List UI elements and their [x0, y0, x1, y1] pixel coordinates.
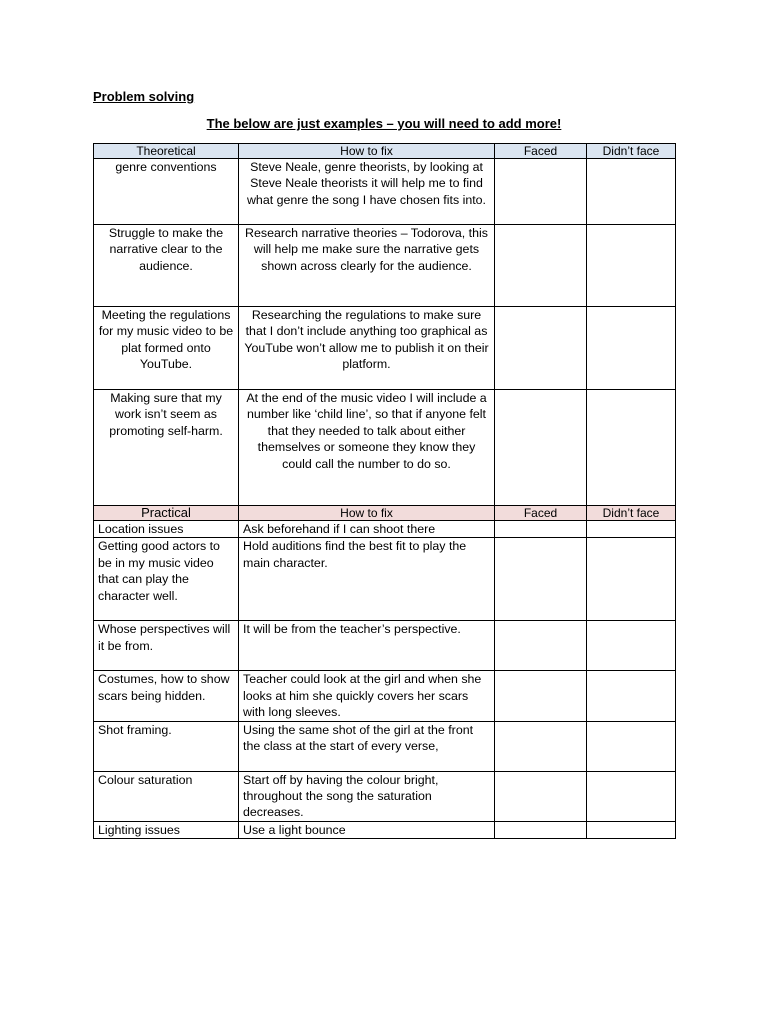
page-heading: Problem solving: [93, 89, 195, 104]
table-row: [94, 771, 676, 821]
faced-cell: [495, 771, 587, 821]
problem-cell: Making sure that my work isn’t seem as promoting self-harm.: [94, 390, 239, 506]
faced-cell: [495, 821, 587, 838]
problem-cell: Location issues: [94, 521, 239, 538]
problem-cell: genre conventions: [94, 159, 239, 225]
fix-cell: Start off by having the colour bright, throughout the song the saturation decreases.: [239, 771, 495, 821]
table-row: [94, 538, 676, 621]
table-row: [94, 225, 676, 307]
problem-cell: Meeting the regulations for my music video to be plat formed onto YouTube.: [94, 307, 239, 390]
fix-cell: Steve Neale, genre theorists, by looking at Steve Neale theorists it will help me to find what genre the song I have chosen fits into.: [239, 159, 495, 225]
problem-cell: Whose perspectives will it be from.: [94, 621, 239, 671]
fix-cell: Use a light bounce: [239, 821, 495, 838]
table-row: [94, 721, 676, 771]
fix-cell: Teacher could look at the girl and when she looks at him she quickly covers her scars with long sleeves.: [239, 671, 495, 721]
page-subheading: The below are just examples – you will need to add more!: [206, 116, 562, 131]
didnt-face-cell: [587, 538, 676, 621]
didnt-face-header-cell: Didn’t face: [587, 144, 676, 159]
faced-cell: [495, 521, 587, 538]
fix-cell: It will be from the teacher’s perspective.: [239, 621, 495, 671]
didnt-face-cell: [587, 721, 676, 771]
table-row: [94, 159, 676, 225]
table-row: [94, 621, 676, 671]
faced-cell: [495, 159, 587, 225]
theoretical-header-row: [94, 144, 676, 159]
practical-header-cell: Practical: [94, 506, 239, 521]
problem-cell: Getting good actors to be in my music video that can play the character well.: [94, 538, 239, 621]
didnt-face-cell: [587, 521, 676, 538]
faced-cell: [495, 307, 587, 390]
table-row: [94, 671, 676, 721]
faced-cell: [495, 721, 587, 771]
didnt-face-cell: [587, 159, 676, 225]
practical-header-row: [94, 506, 676, 521]
faced-header-cell: Faced: [495, 144, 587, 159]
fix-cell: At the end of the music video I will include a number like ‘child line’, so that if anyone felt that they needed to talk about either themselves or someone they know they could call the number to do so.: [239, 390, 495, 506]
problem-cell: Colour saturation: [94, 771, 239, 821]
didnt-face-cell: [587, 771, 676, 821]
problem-cell: Struggle to make the narrative clear to the audience.: [94, 225, 239, 307]
didnt-face-cell: [587, 821, 676, 838]
table-row: [94, 521, 676, 538]
faced-cell: [495, 538, 587, 621]
fix-cell: Ask beforehand if I can shoot there: [239, 521, 495, 538]
faced-cell: [495, 671, 587, 721]
faced-cell: [495, 621, 587, 671]
problem-cell: Costumes, how to show scars being hidden.: [94, 671, 239, 721]
table-row: [94, 821, 676, 838]
problem-solving-table: [93, 143, 676, 839]
table-row: [94, 307, 676, 390]
theoretical-header-cell: Theoretical: [94, 144, 239, 159]
fix-cell: Research narrative theories – Todorova, this will help me make sure the narrative gets shown across clearly for the audience.: [239, 225, 495, 307]
didnt-face-cell: [587, 621, 676, 671]
fix-cell: Hold auditions find the best fit to play the main character.: [239, 538, 495, 621]
problem-cell: Lighting issues: [94, 821, 239, 838]
how-to-fix-header-cell: How to fix: [239, 506, 495, 521]
didnt-face-cell: [587, 225, 676, 307]
faced-header-cell: Faced: [495, 506, 587, 521]
how-to-fix-header-cell: How to fix: [239, 144, 495, 159]
faced-cell: [495, 390, 587, 506]
table-row: [94, 390, 676, 506]
didnt-face-cell: [587, 307, 676, 390]
fix-cell: Researching the regulations to make sure that I don’t include anything too graphical as YouTube won’t allow me to publish it on their platform.: [239, 307, 495, 390]
didnt-face-cell: [587, 671, 676, 721]
didnt-face-header-cell: Didn’t face: [587, 506, 676, 521]
didnt-face-cell: [587, 390, 676, 506]
fix-cell: Using the same shot of the girl at the front the class at the start of every verse,: [239, 721, 495, 771]
problem-cell: Shot framing.: [94, 721, 239, 771]
faced-cell: [495, 225, 587, 307]
